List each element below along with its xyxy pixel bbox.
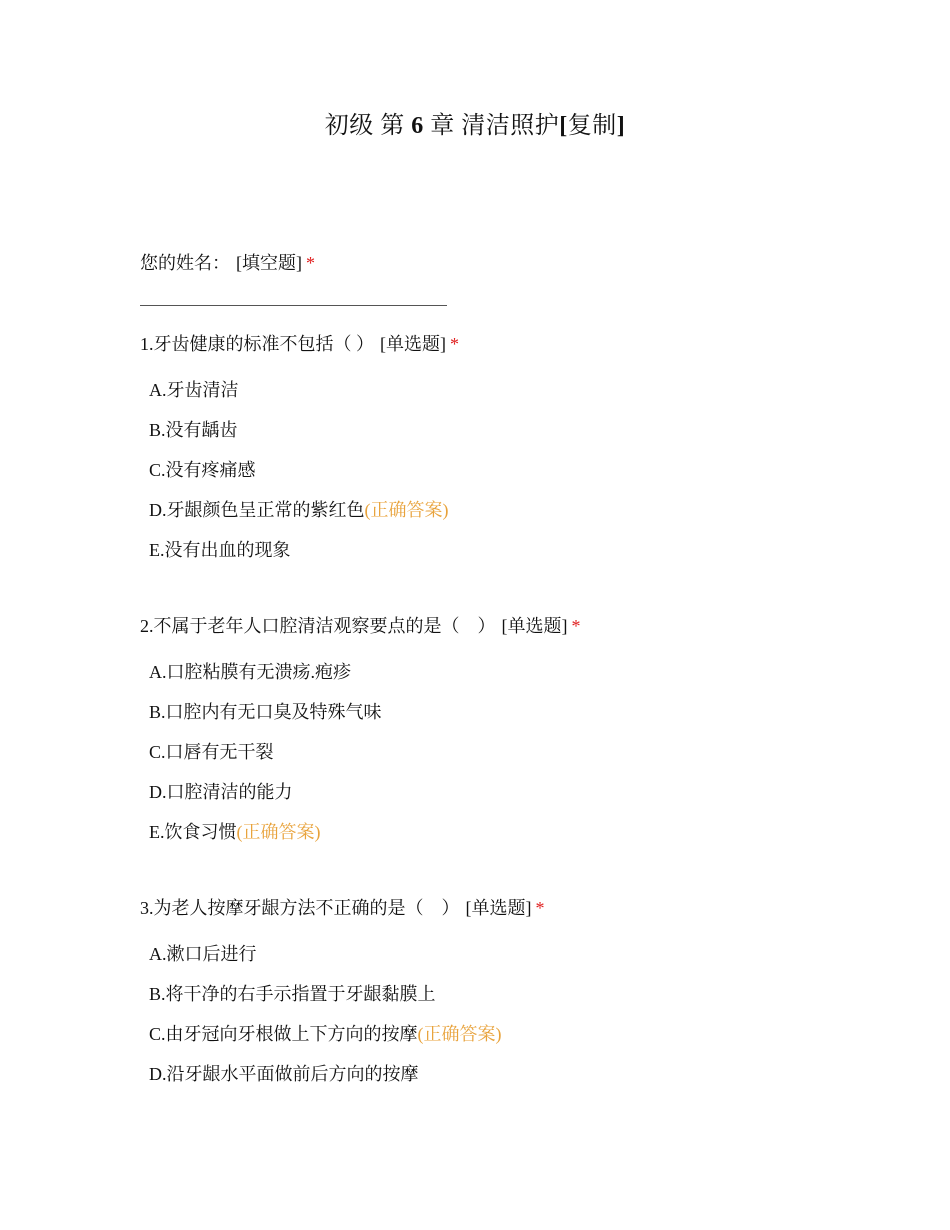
question-1	[140, 331, 459, 357]
question-1-option-a[interactable]: A.牙齿清洁	[149, 380, 239, 400]
question-type-tag: [填空题]	[236, 253, 302, 273]
question-1-option-b[interactable]: B.没有龋齿	[149, 420, 238, 440]
correct-answer-label: (正确答案)	[417, 1024, 502, 1044]
question-2-option-e[interactable]: E.饮食习惯(正确答案)	[149, 822, 321, 842]
correct-answer-label: (正确答案)	[364, 500, 449, 520]
title-copy-label: 复制	[567, 113, 617, 139]
question-3-option-c[interactable]: C.由牙冠向牙根做上下方向的按摩(正确答案)	[149, 1024, 502, 1044]
page-title	[0, 108, 950, 144]
title-bracket-close: ]	[616, 113, 626, 139]
required-mark: *	[535, 898, 545, 918]
required-mark: *	[306, 253, 315, 273]
required-mark: *	[450, 334, 459, 354]
question-1-option-c[interactable]: C.没有疼痛感	[149, 460, 256, 480]
name-question-label: 您的姓名：	[140, 253, 230, 273]
question-2	[140, 613, 581, 639]
question-1-option-e[interactable]: E.没有出血的现象	[149, 540, 291, 560]
required-mark: *	[571, 616, 581, 636]
title-middle: 章 清洁照护	[423, 113, 560, 139]
question-3-text: 3.为老人按摩牙龈方法不正确的是（ ）	[140, 898, 460, 918]
question-1-option-d[interactable]: D.牙龈颜色呈正常的紫红色(正确答案)	[149, 500, 449, 520]
question-2-option-c[interactable]: C.口唇有无干裂	[149, 742, 274, 762]
title-prefix: 初级 第	[324, 113, 412, 139]
question-2-option-d[interactable]: D.口腔清洁的能力	[149, 782, 293, 802]
name-question	[140, 250, 315, 276]
question-2-option-a[interactable]: A.口腔粘膜有无溃疡.疱疹	[149, 662, 351, 682]
title-chapter-number: 6	[411, 113, 424, 139]
question-type-tag: [单选题]	[465, 898, 532, 918]
question-2-text: 2.不属于老年人口腔清洁观察要点的是（ ）	[140, 616, 496, 636]
question-3-option-a[interactable]: A.漱口后进行	[149, 944, 257, 964]
question-1-text: 1.牙齿健康的标准不包括（ ）	[140, 334, 374, 354]
question-type-tag: [单选题]	[380, 334, 446, 354]
question-2-option-b[interactable]: B.口腔内有无口臭及特殊气味	[149, 702, 382, 722]
correct-answer-label: (正确答案)	[236, 822, 321, 842]
question-3-option-b[interactable]: B.将干净的右手示指置于牙龈黏膜上	[149, 984, 436, 1004]
question-3	[140, 895, 545, 921]
question-type-tag: [单选题]	[501, 616, 568, 636]
question-3-option-d[interactable]: D.沿牙龈水平面做前后方向的按摩	[149, 1064, 419, 1084]
name-answer-field[interactable]	[140, 305, 447, 306]
title-bracket-open: [	[559, 113, 568, 139]
